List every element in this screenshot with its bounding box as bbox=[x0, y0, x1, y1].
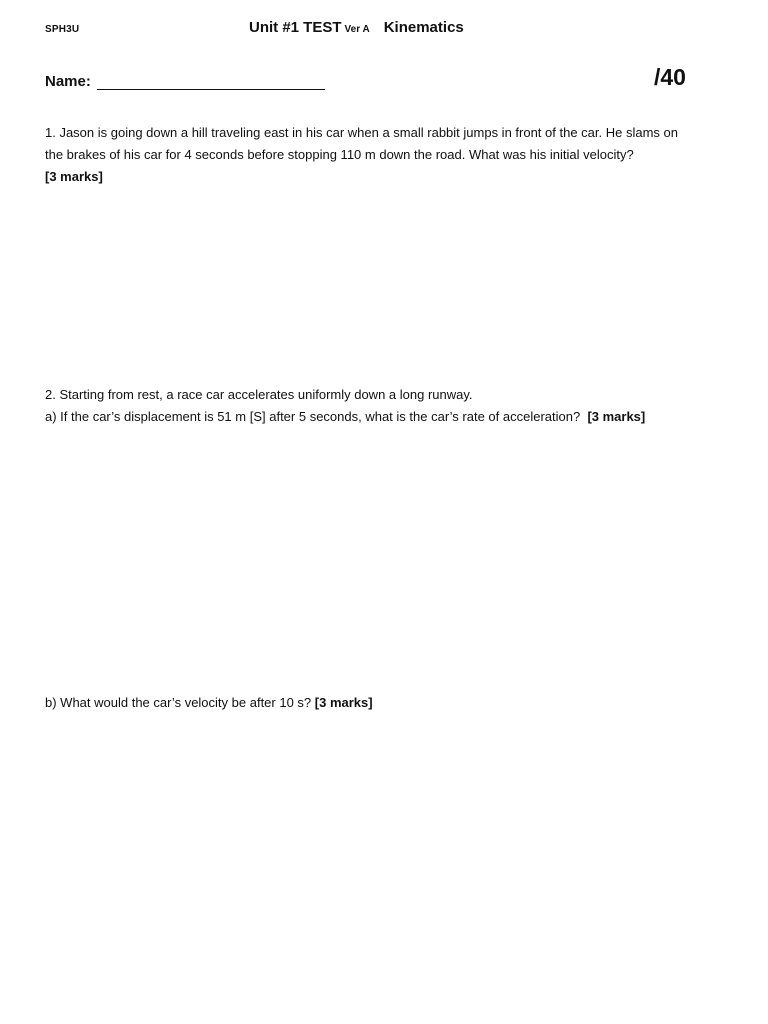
total-marks: /40 bbox=[654, 64, 686, 90]
question-1-line-2: the brakes of his car for 4 seconds before stopping 110 m down the road. What was his initial velocity? bbox=[45, 147, 634, 162]
name-label: Name: bbox=[45, 73, 91, 90]
version-label: Ver A bbox=[344, 24, 370, 35]
question-2-intro: 2. Starting from rest, a race car accelerates uniformly down a long runway. bbox=[45, 387, 473, 402]
question-1-marks: [3 marks] bbox=[45, 169, 103, 184]
test-title bbox=[249, 19, 464, 36]
test-title-text: Unit #1 TEST bbox=[249, 19, 342, 36]
question-2b-marks: [3 marks] bbox=[314, 695, 373, 710]
question-2b bbox=[45, 692, 373, 714]
course-code: SPH3U bbox=[45, 24, 80, 35]
question-2a bbox=[45, 406, 645, 428]
name-answer-line bbox=[97, 89, 325, 90]
question-2b-text: b) What would the car’s velocity be after 10 s? bbox=[45, 695, 312, 710]
topic-label: Kinematics bbox=[383, 19, 464, 36]
question-2a-marks: [3 marks] bbox=[587, 409, 646, 424]
question-2a-text: a) If the car’s displacement is 51 m [S] after 5 seconds, what is the car’s rate of acceleration? bbox=[45, 409, 581, 424]
question-1-line-1: 1. Jason is going down a hill traveling east in his car when a small rabbit jumps in front of the car. He slams on bbox=[45, 125, 678, 140]
